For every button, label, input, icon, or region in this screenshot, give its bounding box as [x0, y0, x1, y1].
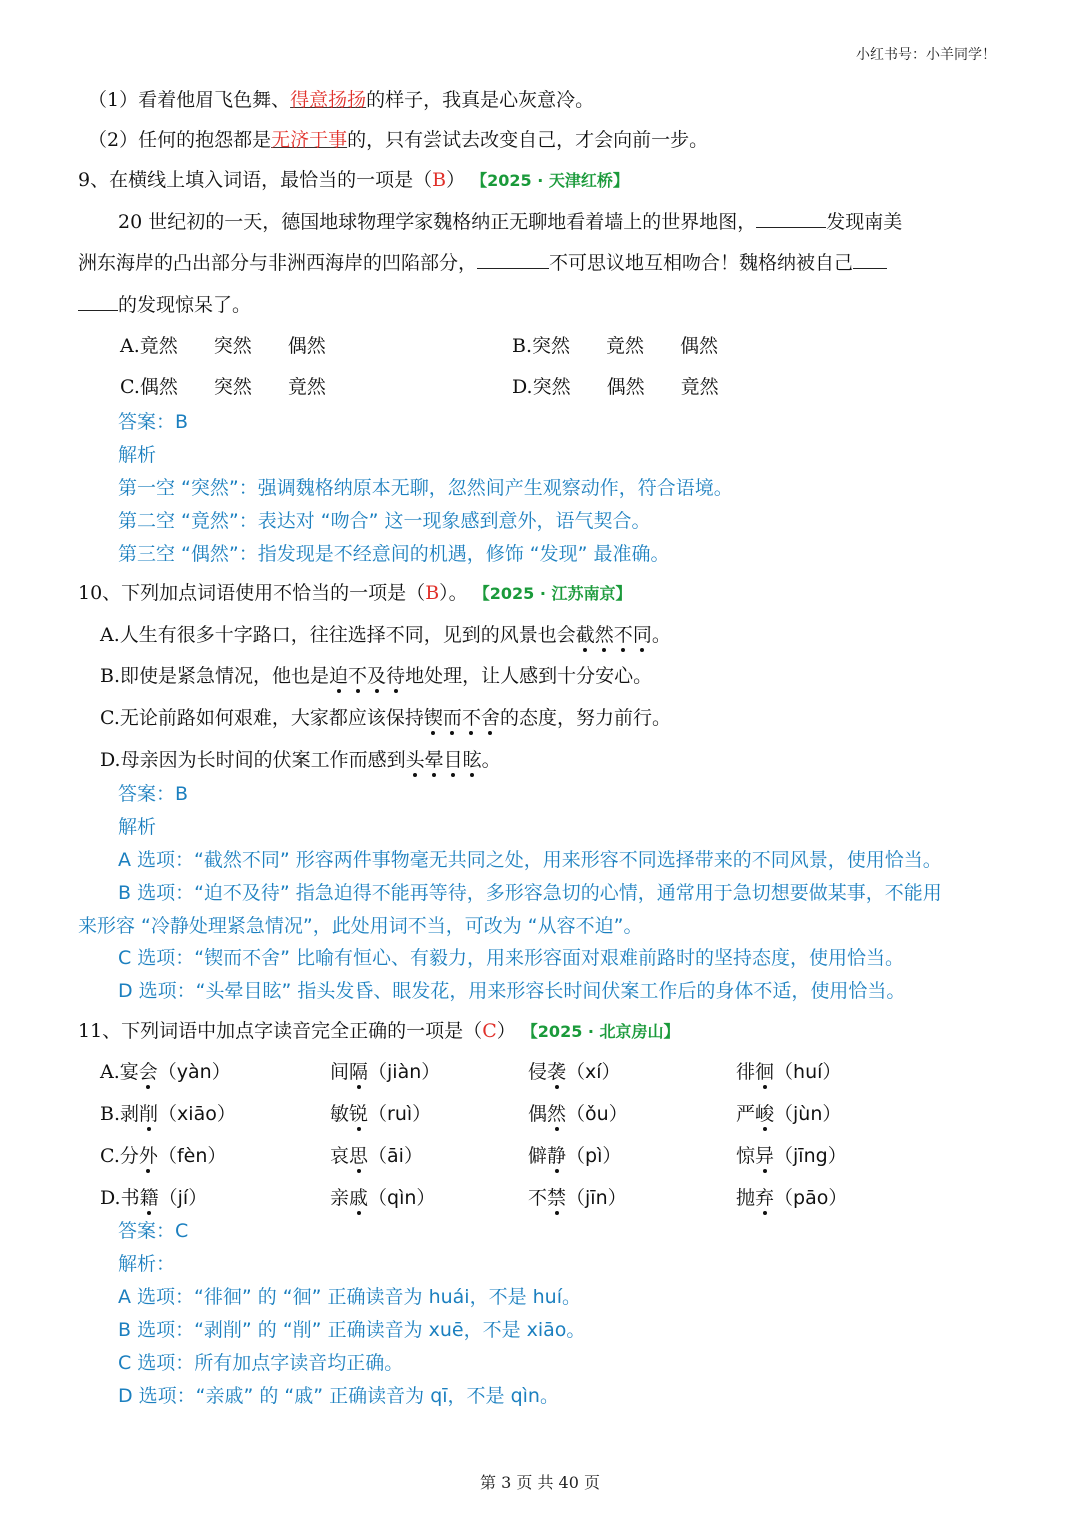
q11-analysis-2: B 选项：“剥削” 的 “削” 正确读音为 xuē，不是 xiāo。 [118, 1319, 586, 1341]
q10-analysis-2a: B 选项：“迫不及待” 指急迫得不能再等待，多形容急切的心情，通常用于急切想要做某事，不能用 [118, 882, 942, 904]
q8-line-1: （1）看着他眉飞色舞、得意扬扬的样子，我真是心灰意冷。 [88, 89, 595, 111]
q10-dotted-word-c: 锲而不舍 [423, 707, 500, 729]
q11-item: 偶然（ǒu） [528, 1103, 628, 1125]
q10-answer: 答案：B [118, 783, 189, 805]
q10-dotted-word-a: 截然不同 [575, 624, 652, 646]
q11-source-tag: 【2025 · 北京房山】 [521, 1022, 680, 1041]
q11-item: 不禁（jīn） [528, 1187, 627, 1209]
q10-analysis-heading: 解析 [118, 816, 157, 838]
q10-source-tag: 【2025 · 江苏南京】 [473, 584, 632, 603]
q10-analysis-2b: 来形容 “冷静处理紧急情况”，此处用词不当，可改为 “从容不迫”。 [78, 915, 643, 937]
q10-dotted-word-b: 迫不及待 [329, 665, 406, 687]
q10-option-c: C.无论前路如何艰难，大家都应该保持锲而不舍的态度，努力前行。 [100, 707, 671, 729]
q8-answer-2: 无济于事 [271, 129, 348, 151]
q10-stem: 10、下列加点词语使用不恰当的一项是（B）。 【2025 · 江苏南京】 [78, 582, 632, 604]
q11-item: A.宴会（yàn） [100, 1061, 231, 1083]
q9-option-a: A.竟然 突然 偶然 [120, 335, 326, 357]
q10-analysis-1: A 选项：“截然不同” 形容两件事物毫无共同之处，用来形容不同选择带来的不同风景，使用恰当。 [118, 849, 942, 871]
q11-item: 哀思（āi） [330, 1145, 423, 1167]
header-source: 小红书号：小羊同学！ [856, 47, 996, 63]
q11-item: D.书籍（jí） [100, 1187, 208, 1209]
q10-option-a: A.人生有很多十字路口，往往选择不同，见到的风景也会截然不同。 [100, 624, 671, 646]
q9-stem: 9、在横线上填入词语，最恰当的一项是（B） 【2025 · 天津红桥】 [78, 169, 629, 191]
q9-option-c: C.偶然 突然 竟然 [120, 376, 326, 398]
q11-item: 亲戚（qìn） [330, 1187, 436, 1209]
q9-analysis-1: 第一空 “突然”：强调魏格纳原本无聊，忽然间产生观察动作，符合语境。 [118, 477, 733, 499]
q9-source-tag: 【2025 · 天津红桥】 [471, 171, 629, 190]
q9-option-d: D.突然 偶然 竟然 [512, 376, 719, 398]
q10-option-b: B.即使是紧急情况，他也是迫不及待地处理，让人感到十分安心。 [100, 665, 653, 687]
q11-analysis-3: C 选项：所有加点字读音均正确。 [118, 1352, 404, 1374]
q9-answer: 答案：B [118, 411, 189, 433]
q8-line-2: （2）任何的抱怨都是无济于事的，只有尝试去改变自己，才会向前一步。 [88, 129, 709, 151]
q11-analysis-4: D 选项：“亲戚” 的 “戚” 正确读音为 qī，不是 qìn。 [118, 1385, 559, 1407]
q10-analysis-4: D 选项：“头晕目眩” 指头发昏、眼发花，用来形容长时间伏案工作后的身体不适，使用恰当。 [118, 980, 906, 1002]
q11-item: 严峻（jùn） [736, 1103, 842, 1125]
q9-passage-1: 20 世纪初的一天，德国地球物理学家魏格纳正无聊地看着墙上的世界地图， 发现南美 [118, 207, 902, 236]
q11-item: 敏锐（ruì） [330, 1103, 432, 1125]
q10-analysis-3: C 选项：“锲而不舍” 比喻有恒心、有毅力，用来形容面对艰难前路时的坚持态度，使用恰当。 [118, 947, 905, 969]
q11-analysis-1: A 选项：“徘徊” 的 “徊” 正确读音为 huái，不是 huí。 [118, 1286, 581, 1308]
q11-item: 僻静（pì） [528, 1145, 622, 1167]
q11-analysis-heading: 解析： [118, 1253, 176, 1275]
q11-item: 侵袭（xí） [528, 1061, 621, 1083]
page-footer: 第 3 页 共 40 页 [480, 1473, 600, 1492]
q11-item: 抛弃（pāo） [736, 1187, 848, 1209]
q9-option-b: B.突然 竟然 偶然 [512, 335, 719, 357]
q8-answer-1: 得意扬扬 [290, 89, 367, 111]
q10-option-d: D.母亲因为长时间的伏案工作而感到头晕目眩。 [100, 749, 501, 771]
q9-analysis-3: 第三空 “偶然”：指发现是不经意间的机遇，修饰 “发现” 最准确。 [118, 543, 670, 565]
q9-analysis-2: 第二空 “竟然”：表达对 “吻合” 这一现象感到意外，语气契合。 [118, 510, 651, 532]
q11-item: 徘徊（huí） [736, 1061, 842, 1083]
q11-item: 惊异（jīng） [736, 1145, 847, 1167]
q11-stem: 11、下列词语中加点字读音完全正确的一项是（C） 【2025 · 北京房山】 [78, 1020, 680, 1042]
q11-item: 间隔（jiàn） [330, 1061, 441, 1083]
q10-dotted-word-d: 头晕目眩 [405, 749, 482, 771]
q9-analysis-heading: 解析 [118, 444, 157, 466]
q11-item: C.分外（fèn） [100, 1145, 227, 1167]
q9-passage-3: 的发现惊呆了。 [78, 290, 251, 319]
q11-answer: 答案：C [118, 1220, 189, 1242]
q11-item: B.剥削（xiāo） [100, 1103, 236, 1125]
q9-passage-2: 洲东海岸的凸出部分与非洲西海岸的凹陷部分， 不可思议地互相吻合！魏格纳被自己 [78, 248, 887, 277]
